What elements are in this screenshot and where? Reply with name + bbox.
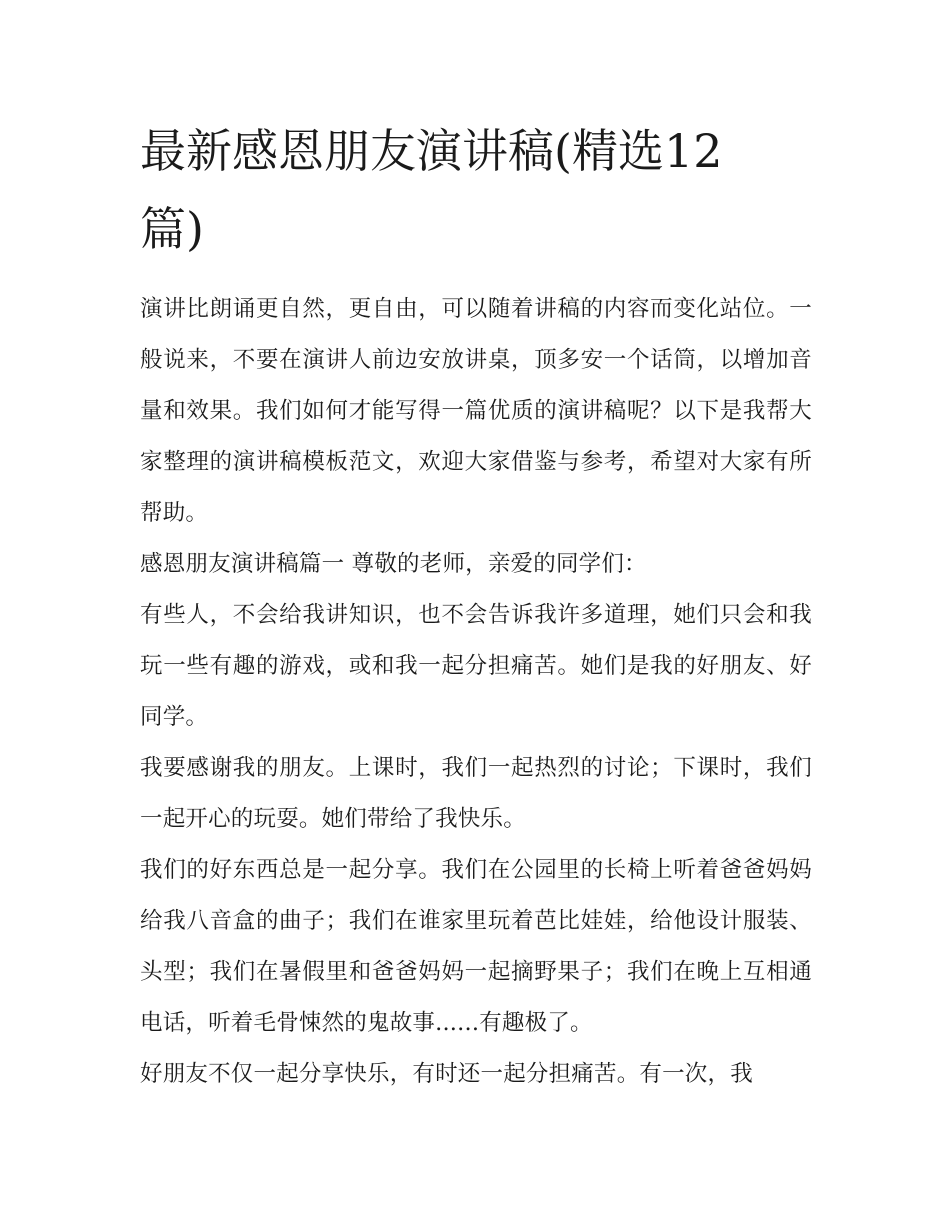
intro-paragraph: 演讲比朗诵更自然，更自由，可以随着讲稿的内容而变化站位。一般说来，不要在演讲人前边安放讲桌，顶多安一个话筒，以增加音量和效果。我们如何才能写得一篇优质的演讲稿呢？以下是我帮大家整理的演讲稿模板范文，欢迎大家借鉴与参考，希望对大家有所帮助。	[140, 296, 812, 526]
body-paragraph: 我们的好东西总是一起分享。我们在公园里的长椅上听着爸爸妈妈给我八音盒的曲子；我们在谁家里玩着芭比娃娃，给他设计服装、头型；我们在暑假里和爸爸妈妈一起摘野果子；我们在晚上互相通电话，听着毛骨悚然的鬼故事......有趣极了。	[140, 857, 812, 1036]
page-title: 最新感恩朋友演讲稿(精选12篇)	[140, 124, 723, 256]
body-paragraph: 我要感谢我的朋友。上课时，我们一起热烈的讨论；下课时，我们一起开心的玩耍。她们带给了我快乐。	[140, 755, 812, 832]
body-paragraph: 有些人，不会给我讲知识，也不会告诉我许多道理，她们只会和我玩一些有趣的游戏，或和我一起分担痛苦。她们是我的好朋友、好同学。	[140, 602, 812, 730]
section-heading-paragraph: 感恩朋友演讲稿篇一 尊敬的老师，亲爱的同学们：	[140, 551, 647, 577]
body-paragraph: 好朋友不仅一起分享快乐，有时还一起分担痛苦。有一次，我	[140, 1061, 753, 1087]
document-page	[140, 112, 812, 1100]
